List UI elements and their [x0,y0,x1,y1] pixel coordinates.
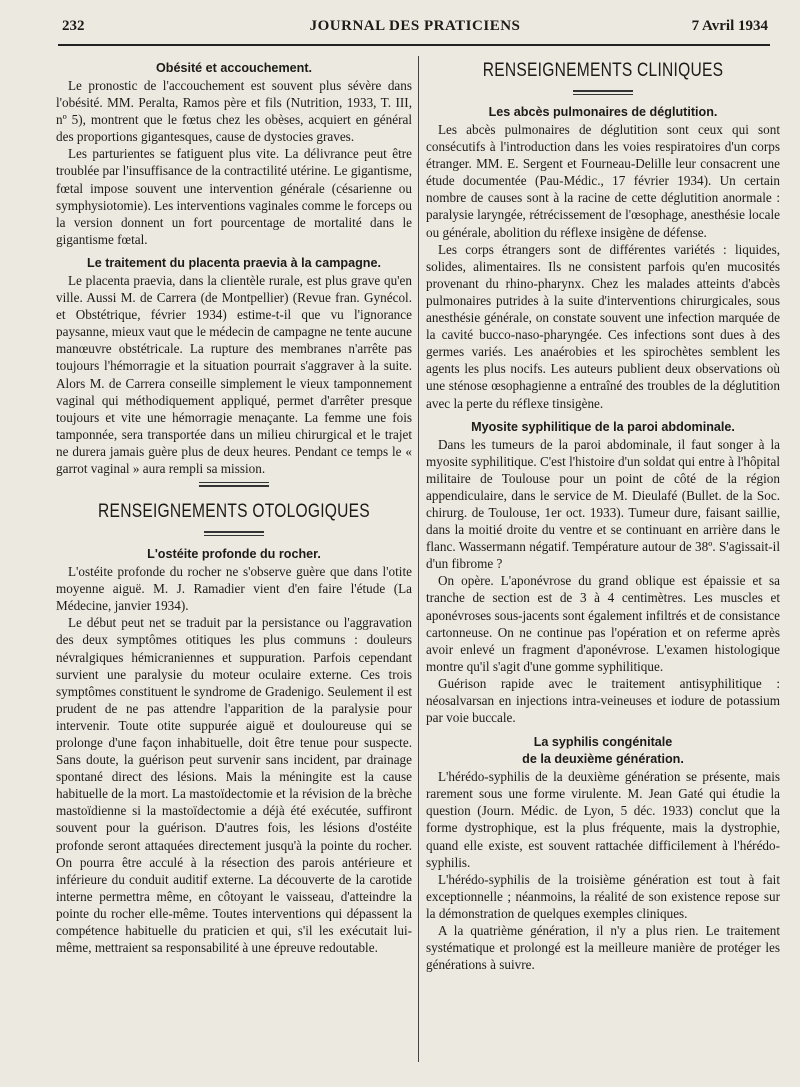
section-rule-top [199,482,269,487]
right-column [426,56,780,973]
page-header [62,14,768,40]
placenta-paragraph-1: Le placenta praevia, dans la clientèle rurale, est plus grave qu'en ville. Aussi M. de Carrera (de Montpellier) (Revue fran. Gynécol. et Obstétrique, février 1934) estime-t-il que vu l'ignorance paysanne, mieux vaut que le médecin de campagne ne tente aucune manœuvre obstétricale. La rupture des membranes n'arrête pas toujours l'hémorragie et la situation pourrait s'aggraver à la suite. Alors M. de Carrera conseille simplement le vieux tamponnement vaginal qui méthodiquement appliqué, permet d'arrêter presque toujours et vite une hémorragie menaçante. La femme une fois tamponnée, sera transportée dans un milieu chirurgical et le trajet ne durera jamais guère plus de deux heures. Pendant ce temps le « garrot vaginal » aura rempli sa mission. [56,272,412,476]
column-divider [418,56,419,1062]
header-rule [58,44,770,46]
syphilis-paragraph-2: L'hérédo-syphilis de la troisième génération est tout à fait exceptionnelle ; néanmoins, la réalité de son existence repose sur la démonstration de quelques exemples cliniques. [426,871,780,921]
abces-paragraph-1: Les abcès pulmonaires de déglutition sont ceux qui sont consécutifs à l'introduction dans les voies respiratoires d'un corps étranger. MM. E. Sergent et Fourneau-Delille leur consacrent une étude documentée (Pau-Médic., 17 février 1934). Un certain nombre de causes sont à la racine de cette déglutition anormale : paralysie laryngée, rétrécissement de l'œsophage, anesthésie locale ou générale, abolition du réflexe insigène de défense. [426,122,780,240]
section-title-cliniques: RENSEIGNEMENTS CLINIQUES [482,60,724,81]
article-title-obesite: Obésité et accouchement. [155,61,313,75]
article-title-myosite: Myosite syphilitique de la paroi abdominale. [471,419,735,434]
article-title-abces: Les abcès pulmonaires de déglutition. [488,105,718,119]
journal-title: JOURNAL DES PRATICIENS [309,18,521,34]
article-title-syphilis-line1: La syphilis congénitale [533,735,673,750]
section-title-otologiques: RENSEIGNEMENTS OTOLOGIQUES [98,501,370,523]
syphilis-paragraph-3: A la quatrième génération, il n'y a plus rien. Le traitement systématique et prolongé est la meilleure manière de protéger les générations à suivre. [426,923,780,973]
osteite-paragraph-2: Le début peut net se traduit par la persistance ou l'aggravation des deux symptômes otitiques les plus communs : douleurs névralgiques hémicraniennes et suppuration. Parfois cependant survient une paralysie du moteur oculaire externe. Ces trois symptômes constituent le syndrome de Gradenigo. Seulement il est prudent de ne pas attendre l'apparition de la paralysie pour intervenir. Toute otite suppurée aiguë et douloureuse qui se prolonge d'une façon inhabituelle, doit être tenue pour suspecte. Sans doute, la guérison peut survenir sans incident, par drainage spontané direct des lésions. Mais la méningite est la cause habituelle de la mort. La mastoïdectomie et la révision de la brèche mastoïdienne si la mastoïdectomie a déjà été exécutée, suffiront souvent pour la guérison. D'autres fois, les lésions d'ostéite profonde seront attaquées directement jusqu'à la pointe du rocher. On pourra être acculé à la résection des parois antérieure et inférieure du conduit auditif externe. La découverte de la carotide interne permettra même, en côtoyant le vaisseau, d'atteindre la pointe du rocher elle-même. Toutes interventions qui dépassent la compétence habituelle du praticien et qui, s'il les exécutait lui-même, mettraient sa responsabilité à une épreuve redoutable. [56,615,412,956]
myosite-paragraph-3: Guérison rapide avec le traitement antisyphilitique : néosalvarsan en injections intra-veineuses et iodure de potassium par voie buccale. [426,675,780,726]
syphilis-paragraph-1: L'hérédo-syphilis de la deuxième génération se présente, mais rarement sous une forme virulente. M. Jean Gaté qui étudie la question (Journ. Médic. de Lyon, 5 déc. 1933) conclut que la forme dystrophique, est la plus fréquente, mais la dystrophie, quand elle existe, est souvent rattachée difficilement à l'hérédo-syphilis. [426,769,780,870]
myosite-paragraph-1: Dans les tumeurs de la paroi abdominale, il faut songer à la myosite syphilitique. C'est l'histoire d'un soldat qui entre à l'hôpital militaire de Toulouse pour un point de côté de la région appendiculaire, dans le service de M. Dieulafé (Bullet. de la Soc. chirurg. de Toulouse, 1er oct. 1933). Tumeur dure, faisant saillie, dans la moitié droite du ventre et se continuant en arrière dans le flanc. Wassermann négatif. Température autour de 38º. S'agissait-il d'un fibrome ? [426,436,780,572]
section-rule-bottom [204,531,264,536]
osteite-paragraph-1: L'ostéite profonde du rocher ne s'observe guère que dans l'otite moyenne aiguë. M. J. Ramadier vient d'en faire l'étude (La Médecine, janvier 1934). [56,564,412,614]
issue-date: 7 Avril 1934 [691,18,768,34]
page-number: 232 [62,18,85,34]
article-title-placenta: Le traitement du placenta praevia à la campagne. [87,255,381,270]
article-title-syphilis-line2: de la deuxième génération. [522,752,684,767]
obesite-paragraph-2: Les parturientes se fatiguent plus vite. La délivrance peut être troublée par l'insuffisance de la contractilité utérine. Le gigantisme, fœtal impose souvent une intervention générale (césarienne ou symphysiotomie). Les interventions vaginales comme le forceps ou la version donnent un fort pourcentage de mortalité dans le gigantisme fœtal. [56,146,412,247]
abces-paragraph-2: Les corps étrangers sont de différentes variétés : liquides, solides, alimentaires. Ils ne consistent parfois qu'en mucosités provenant du rhino-pharynx. Chez les malades atteints d'abcès pulmonaires putrides à la suite d'interventions chirurgicales, sous anesthésie générale, on constate souvent une infection marquée de la cavité bucco-naso-pharyngée. Ces infections sont dues à des germes variés. Les anaérobies et les spirochètes semblent les agents les plus nocifs. Les auteurs publient deux observations où une sténose œsophagienne a entraîné des troubles de la déglutition avec la perte du réflexe tinsigène. [426,241,780,411]
article-title-osteite: L'ostéite profonde du rocher. [147,547,321,562]
left-column [56,56,412,956]
myosite-paragraph-2: On opère. L'aponévrose du grand oblique est épaissie et sa tranche de section est de 3 à 4 centimètres. Les muscles et aponévroses sous-jacents sont également infiltrés et de consistance cartonneuse. On ne continue pas l'opération et on referme après avoir enlevé un fragment d'aponévrose. L'examen histologique montre qu'il s'agit d'une gomme syphilitique. [426,573,780,674]
obesite-paragraph-1: Le pronostic de l'accouchement est souvent plus sévère dans l'obésité. MM. Peralta, Ramos père et fils (Nutrition, 1933, T. III, nº 5), montrent que le fœtus chez les obèses, acquiert en général des proportions gigantesques, cause de dystocies graves. [56,78,412,145]
section-rule-cliniques [573,90,633,95]
